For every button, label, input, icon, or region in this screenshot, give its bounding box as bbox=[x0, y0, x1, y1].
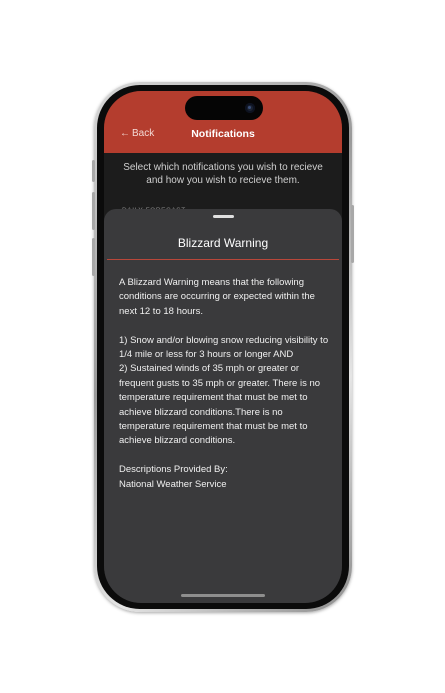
sheet-grabber[interactable] bbox=[213, 215, 234, 218]
dynamic-island bbox=[185, 96, 263, 120]
side-button bbox=[351, 205, 354, 263]
sheet-title: Blizzard Warning bbox=[177, 236, 269, 250]
back-label: Back bbox=[132, 128, 155, 139]
condition-item-2: 2) Sustained winds of 35 mph or greater or frequent gusts to 35 mph or greater. There is no temperature requirement that must be met to achieve blizzard conditions.There is no temperature requirement that must be met to achieve blizzard conditions. bbox=[119, 363, 321, 447]
condition-item-1: 1) Snow and/or blowing snow reducing visibility to 1/4 mile or less for 3 hours or longer AND bbox=[119, 334, 329, 361]
credit-source: National Weather Service bbox=[119, 478, 227, 490]
phone-screen bbox=[104, 91, 342, 603]
camera-icon bbox=[245, 103, 255, 113]
side-button bbox=[92, 192, 95, 230]
bottom-sheet[interactable] bbox=[104, 209, 342, 603]
navigation-bar bbox=[104, 91, 342, 153]
side-button bbox=[92, 160, 95, 182]
sheet-body bbox=[119, 276, 331, 492]
sheet-divider bbox=[107, 259, 339, 260]
warning-description: A Blizzard Warning means that the following conditions are occurring or expected within the next 12 to 18 hours. bbox=[119, 277, 315, 317]
arrow-left-icon: ← bbox=[120, 128, 130, 139]
side-button bbox=[92, 238, 95, 276]
page-title: Notifications bbox=[191, 128, 255, 140]
notifications-description: Select which notifications you wish to recieve and how you wish to recieve them. bbox=[123, 162, 323, 186]
home-indicator[interactable] bbox=[181, 594, 265, 597]
credit-label: Descriptions Provided By: bbox=[119, 464, 228, 476]
